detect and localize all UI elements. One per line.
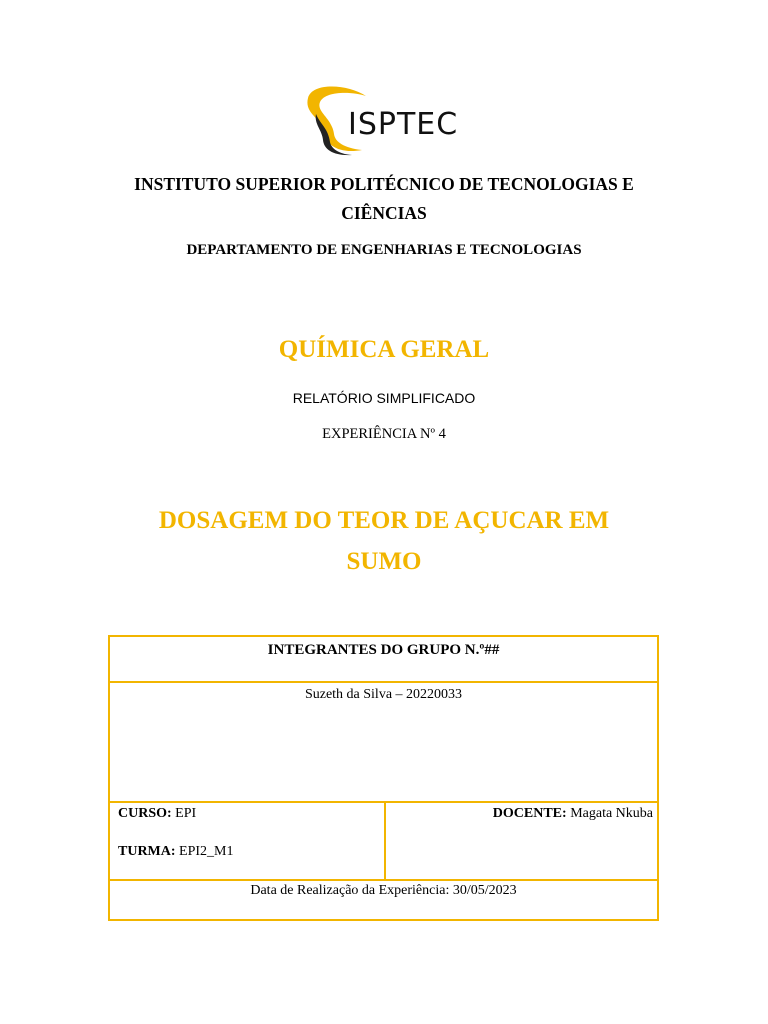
teacher-value: Magata Nkuba (570, 806, 653, 821)
class-field (118, 844, 234, 860)
report-title-line-2: SUMO (346, 548, 422, 575)
experiment-number: EXPERIÊNCIA Nº 4 (322, 426, 446, 442)
logo-text: ISPTEC (348, 107, 459, 142)
table-divider (110, 681, 657, 683)
course-label: CURSO: (118, 806, 172, 821)
experiment-date: Data de Realização da Experiência: 30/05/2023 (250, 883, 517, 898)
course-field (118, 806, 196, 822)
course-value: EPI (175, 806, 197, 821)
report-type: RELATÓRIO SIMPLIFICADO (292, 390, 476, 406)
teacher-label: DOCENTE: (492, 806, 567, 821)
report-title (0, 500, 768, 582)
teacher-field (493, 806, 653, 822)
class-value: EPI2_M1 (179, 844, 234, 859)
report-title-line-1: DOSAGEM DO TEOR DE AÇUCAR EM (158, 507, 610, 534)
group-member: Suzeth da Silva – 20220033 (304, 687, 463, 702)
group-info-table (108, 635, 659, 921)
table-divider (384, 801, 386, 879)
department-name: DEPARTAMENTO DE ENGENHARIAS E TECNOLOGIAS (186, 242, 582, 258)
institute-line-1: INSTITUTO SUPERIOR POLITÉCNICO DE TECNOLOGIAS E (134, 174, 634, 194)
table-divider (110, 879, 657, 881)
institute-line-2: CIÊNCIAS (341, 203, 427, 223)
isptec-logo (304, 84, 466, 156)
group-header: INTEGRANTES DO GRUPO N.º## (267, 642, 500, 658)
class-label: TURMA: (118, 844, 176, 859)
institute-name (0, 170, 768, 228)
subject-title: QUÍMICA GERAL (278, 336, 490, 363)
